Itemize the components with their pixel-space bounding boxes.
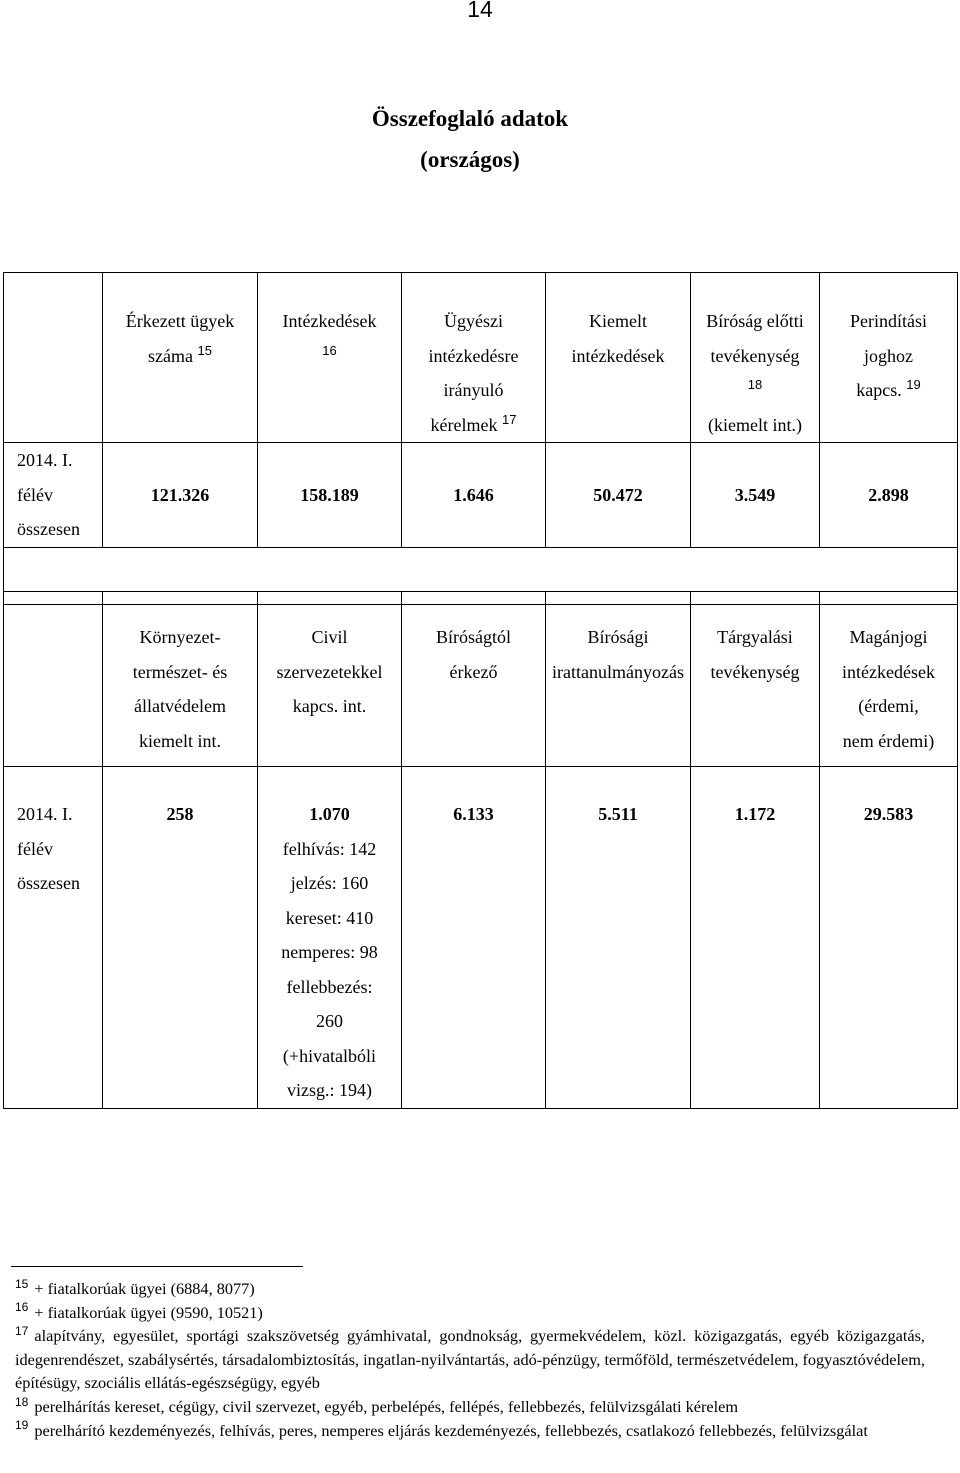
civil-detail: vizsg.: 194): [287, 1080, 372, 1100]
civil-detail: (+hivatalbóli: [282, 1045, 377, 1066]
civil-detail: felhívás: 142: [282, 838, 377, 859]
value-cell: 29.583: [820, 767, 958, 1109]
summary-table-1: [3, 272, 958, 605]
table1-header-cell: Kiemelt intézkedések: [546, 273, 691, 443]
footnote-ref: 17: [502, 411, 517, 427]
footnote: $^{19}$ perelhárító kezdeményezés, felhívás, peres, nemperes eljárás kezdeményezés, fellebbezés, csatlakozó fellebbezés, felülvizsgálat: [15, 1418, 868, 1440]
table2-header-cell: Környezet- természet- és állatvédelem kiemelt int.: [103, 592, 258, 767]
footnote-ref: 15: [197, 342, 212, 358]
page-title: Összefoglaló adatok: [371, 106, 569, 131]
footnote: $^{15}$ + fiatalkorúak ügyei (6884, 8077): [15, 1276, 255, 1298]
table1-corner-cell: [4, 273, 103, 443]
page-number: 14: [467, 0, 493, 22]
row-label: 2014. I. félév összesen: [4, 767, 103, 1109]
value-cell: 158.189: [258, 443, 402, 548]
table2-header-cell: Civil szervezetekkel kapcs. int.: [258, 592, 402, 767]
table2-header-row: [4, 592, 958, 767]
civil-detail: kereset: 410: [285, 907, 374, 928]
table2-header-cell: Tárgyalási tevékenység: [691, 592, 820, 767]
value-cell: 3.549: [691, 443, 820, 548]
footnote-ref: 19: [906, 377, 921, 392]
value-cell: 121.326: [103, 443, 258, 548]
value-cell: 2.898: [820, 443, 958, 548]
row-label: 2014. I. félév összesen: [4, 443, 103, 548]
civil-detail: nemperes: 98: [281, 942, 378, 962]
value-cell: 1.646: [402, 443, 546, 548]
civil-detail: jelzés: 160: [290, 873, 369, 893]
footnote: $^{18}$ perelhárítás kereset, cégügy, civil szervezet, egyéb, perbelépés, fellépés, fellebbezés, felülvizsgálati kérelem: [15, 1394, 739, 1416]
table1-header-cell: Bíróság előtti tevékenység $^{18}$ (kiemelt int.): [691, 273, 820, 443]
footnotes: [15, 1277, 925, 1442]
footnote: $^{17}$ alapítvány, egyesület, sportági szakszövetség gyámhivatal, gondnokság, gyermekvédelem, közl. közigazgatás, egyéb közigazgatás, idegenrendészet, szabálysértés, társadalombiztosítás, ingatlan-nyilvántartás, adó-pénzügy, termőföld, természetvédelem, fogyasztóvédelem, építésügy, szociális ellátás-egészségügy, egyéb: [15, 1323, 925, 1393]
footnote-ref: 16: [322, 342, 337, 358]
summary-table-2: [3, 591, 958, 1109]
footnote-separator: [11, 1266, 303, 1267]
value-cell-civil: 1.070 felhívás: 142 jelzés: 160 kereset: 410 nemperes: 98 fellebbezés: 260 (+hivatalbóli vizsg.: 194): [258, 767, 402, 1109]
table1-header-cell: Intézkedések $^{16}$: [258, 273, 402, 443]
table1-data-row: [4, 443, 958, 548]
table2-corner-cell: [4, 592, 103, 767]
value-cell: 6.133: [402, 767, 546, 1109]
table1-header-row: [4, 273, 958, 443]
table2-header-cell: Magánjogi intézkedések (érdemi, nem érdemi): [820, 592, 958, 767]
table2-data-row: [4, 767, 958, 1109]
table2-header-cell: Bíróságtól érkező: [402, 592, 546, 767]
value-cell: 1.172: [691, 767, 820, 1109]
table1-header-cell: Perindítási joghoz kapcs. $^{19}$: [820, 273, 958, 443]
footnote: $^{16}$ + fiatalkorúak ügyei (9590, 10521): [15, 1300, 263, 1322]
civil-detail: 260: [316, 1011, 343, 1031]
value-cell: 50.472: [546, 443, 691, 548]
table2-header-cell: Bírósági irattanulmányozás: [546, 592, 691, 767]
footnote-ref: 18: [747, 377, 763, 392]
page-subtitle: (országos): [420, 147, 520, 172]
table1-header-cell: Ügyészi intézkedésre irányuló kérelmek $^{17}$: [402, 273, 546, 443]
table1-header-cell: Érkezett ügyek száma $^{15}$: [103, 273, 258, 443]
value-cell: 258: [103, 767, 258, 1109]
civil-detail: fellebbezés:: [286, 976, 373, 997]
value-cell: 5.511: [546, 767, 691, 1109]
